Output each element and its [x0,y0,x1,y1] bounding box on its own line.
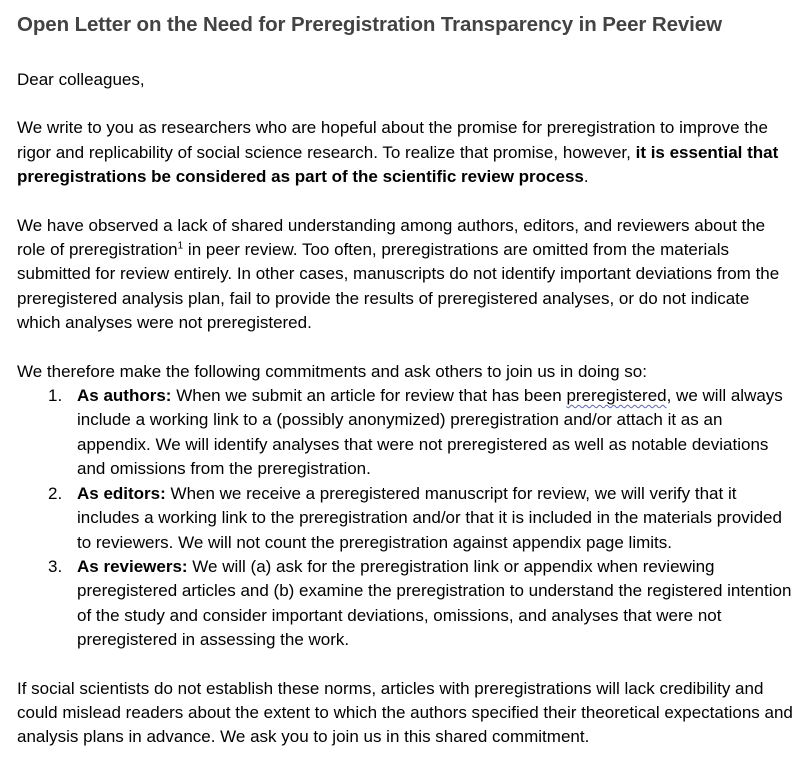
commitment-label: As reviewers: [77,556,188,576]
commitments-list [17,384,796,652]
commitment-text-b: , we will always include a working link to a (possibly anonymized) preregistration and/or attach it as an appendix. We will identify analyses that were not preregistered as well as notable deviations and omissions from the preregistration. [77,386,783,479]
commitment-authors [48,384,796,482]
list-number: 3. [48,556,63,576]
paragraph-intro [17,116,796,189]
commitment-label: As authors: [77,386,172,406]
paragraph-observation-text-b: in peer review. Too often, preregistrations are omitted from the materials submitted for review entirely. In other cases, manuscripts do not identify important deviations from the preregistered analysis plan, fail to provide the results of preregistered analyses, or do not indicate which analyses were not preregistered. [17,240,780,333]
paragraph-intro-text: We write to you as researchers who are hopeful about the promise for preregistration to improve the rigor and replicability of social science research. To realize that promise, however, [17,118,768,162]
paragraph-intro-end: . [583,167,589,187]
document-title: Open Letter on the Need for Preregistration Transparency in Peer Review [17,13,722,36]
paragraph-observation [17,214,796,336]
commitments-intro: We therefore make the following commitments and ask others to join us in doing so: [17,361,647,381]
document-body [17,68,796,750]
commitment-label: As editors: [77,483,166,503]
commitment-editors [48,482,796,555]
spellcheck-flagged-word[interactable]: preregistered [566,386,667,406]
paragraph-intro-emphasis: it is essential that preregistrations be considered as part of the scientific review process [17,142,779,187]
paragraph-closing: If social scientists do not establish these norms, articles with preregistrations will lack credibility and could mislead readers about the extent to which the authors specified their theoretical expectations and analysis plans in advance. We ask you to join us in this shared commitment. [17,678,793,747]
list-number: 1. [48,386,63,406]
commitment-reviewers [48,555,796,653]
commitment-text-a: When we submit an article for review that has been [171,386,567,406]
commitment-text: When we receive a preregistered manuscript for review, we will verify that it includes a working link to the preregistration and/or that it is included in the materials provided to reviewers. We will not count the preregistration against appendix page limits. [77,483,782,552]
paragraph-observation-text-a: We have observed a lack of shared understanding among authors, editors, and reviewers about the role of preregistration [17,215,766,260]
commitment-text: We will (a) ask for the preregistration link or appendix when reviewing preregistered articles and (b) examine the preregistration to understand the registered intention of the study and consider important deviations, omissions, and analyses that were not preregistered in assessing the work. [77,556,792,650]
footnote-marker: 1 [177,240,184,252]
greeting: Dear colleagues, [17,70,145,89]
list-number: 2. [48,483,63,503]
